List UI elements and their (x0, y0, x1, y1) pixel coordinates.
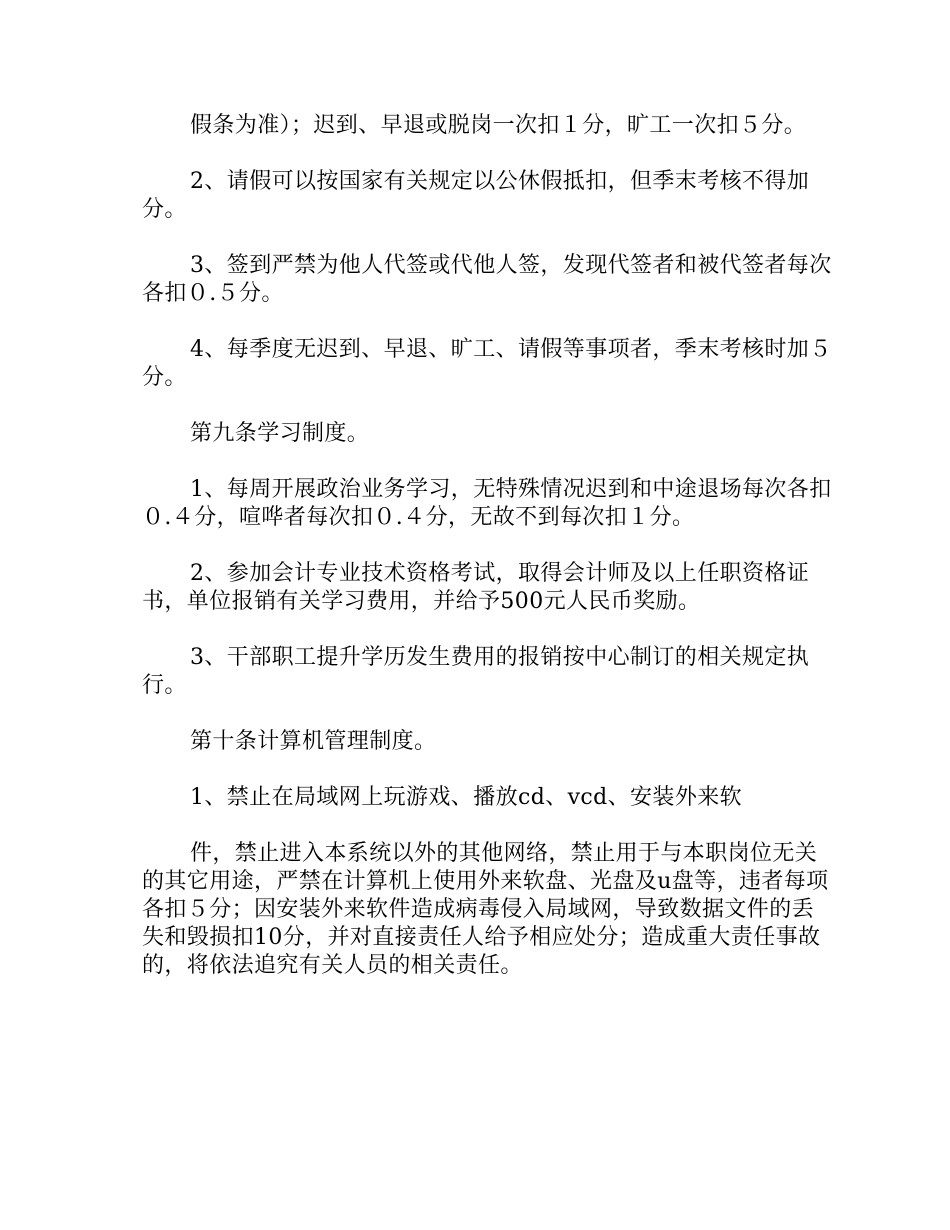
document-body (142, 112, 832, 1008)
paragraph-attendance-penalty: 假条为准）；迟到、早退或脱岗一次扣１分，旷工一次扣５分。 (190, 113, 807, 138)
paragraph-weekly-study: 1、每周开展政治业务学习，无特殊情况迟到和中途退场每次各扣０.４分，喧哗者每次扣０.４分，无故不到每次扣１分。 (142, 477, 832, 530)
section-heading-computer-management: 第十条计算机管理制度。 (190, 729, 437, 754)
paragraph-accounting-exam-reward: 2、参加会计专业技术资格考试，取得会计师及以上任职资格证书，单位报销有关学习费用，并给予500元人民币奖励。 (142, 561, 810, 614)
paragraph-lan-rules-start: 1、禁止在局域网上玩游戏、播放cd、vcd、安装外来软 (190, 785, 743, 810)
paragraph-sign-in-rule: 3、签到严禁为他人代签或代他人签，发现代签者和被代签者每次各扣０.５分。 (142, 253, 832, 306)
paragraph-leave-offset: 2、请假可以按国家有关规定以公休假抵扣，但季末考核不得加分。 (142, 169, 810, 222)
paragraph-education-reimbursement: 3、干部职工提升学历发生费用的报销按中心制订的相关规定执行。 (142, 645, 810, 698)
paragraph-lan-rules-continued: 件，禁止进入本系统以外的其他网络，禁止用于与本职岗位无关的其它用途，严禁在计算机上使用外来软盘、光盘及u盘等，违者每项各扣５分；因安装外来软件造成病毒侵入局域网，导致数据文件的丢失和毁损扣10分，并对直接责任人给予相应处分；造成重大责任事故的，将依法追究有关人员的相关责任。 (142, 841, 829, 978)
paragraph-quarter-bonus: 4、每季度无迟到、早退、旷工、请假等事项者，季末考核时加５分。 (142, 337, 832, 390)
section-heading-study-system: 第九条学习制度。 (190, 421, 370, 446)
